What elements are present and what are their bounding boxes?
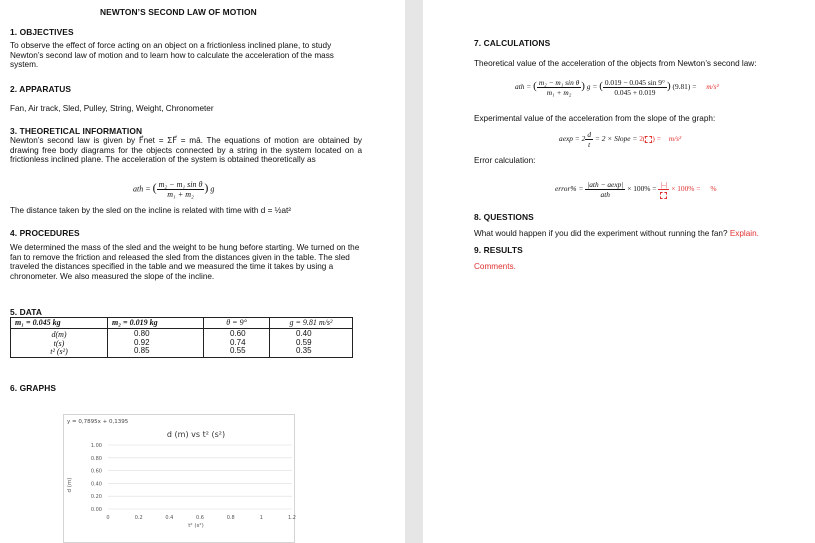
x-tick-label: 0.6 (196, 515, 204, 521)
table-cell: 0.74 (230, 337, 246, 347)
exp-denominator: t (588, 140, 591, 149)
y-tick-label: 0.80 (90, 455, 102, 462)
table-cell: 0.35 (296, 346, 312, 356)
distance-text: The distance taken by the sled on the incline is related with time with d = ½at² (10, 206, 292, 215)
table-cell: 0.80 (134, 329, 150, 338)
formula-denominator: m₁ + m₂ (167, 190, 194, 199)
y-tick-label: 0.20 (90, 494, 102, 501)
apparatus-text: Fan, Air track, Sled, Pulley, String, Weight, Chronometer (10, 104, 214, 113)
error-formula (555, 180, 717, 199)
table-cell: 0.55 (230, 346, 246, 356)
questions-text (474, 229, 759, 238)
data-column (270, 329, 353, 358)
param-cell: θ = 9° (204, 318, 270, 329)
graphs-heading: 6. GRAPHS (10, 383, 57, 393)
y-tick-label: 0.00 (90, 507, 102, 513)
row-label: t(s) (53, 338, 65, 348)
results-heading: 9. RESULTS (474, 245, 523, 255)
param-cell: g = 9.81 m/s² (270, 318, 353, 329)
data-column (204, 329, 270, 358)
experimental-formula (559, 130, 681, 149)
table-cell: 0.40 (296, 329, 312, 338)
err-tail: × 100% = (671, 184, 701, 194)
err-mid: × 100% = (627, 184, 657, 194)
table-row (11, 329, 353, 358)
th-g: g = (586, 82, 598, 92)
row-label: t² (s²) (50, 347, 68, 357)
x-tick-label: 0.4 (165, 515, 174, 521)
th-unit: m/s² (706, 82, 719, 92)
row-label: d(m) (51, 330, 67, 339)
y-tick-labels (91, 443, 102, 513)
x-tick-label: 0.2 (134, 515, 143, 521)
y-tick-label: 0.40 (90, 481, 102, 488)
param-cell: m₂ = 0.019 kg (108, 318, 204, 329)
data-table (10, 317, 353, 358)
exp-red-close: ) = (652, 134, 661, 144)
y-axis-label: d (m) (67, 477, 73, 493)
document-page-left (0, 0, 405, 543)
exp-numerator: d (587, 130, 592, 139)
calculations-heading: 7. CALCULATIONS (474, 38, 551, 48)
th-lhs: ath = (515, 82, 532, 92)
y-tick-label: 1.00 (90, 443, 102, 449)
data-heading: 5. DATA (10, 307, 43, 317)
th-value-numerator: 0.019 − 0.045 sin 9° (604, 78, 665, 87)
x-tick-label: 1.2 (288, 515, 296, 521)
row-labels-cell (11, 329, 108, 358)
formula-numerator: m₂ − m₁ sin θ (158, 180, 203, 189)
data-column (108, 329, 204, 358)
chart-area[interactable] (63, 414, 295, 543)
exp-lhs: aexp = 2 (559, 134, 586, 144)
exp-red: 2( (639, 134, 646, 144)
objectives-text: To observe the effect of force acting on an object on a frictionless inclined plane, to study Newton’s second law of motion and to learn how to calculate the acceleration of the mass system. (10, 41, 334, 70)
err-red-denominator-placeholder[interactable] (660, 192, 667, 199)
chart-svg (64, 415, 296, 543)
x-tick-label: 0 (106, 515, 110, 521)
th-value-denominator: 0.045 + 0.019 (614, 88, 656, 97)
x-axis-label: t² (s²) (188, 523, 204, 529)
explain-prompt: Explain. (729, 229, 759, 238)
x-tick-labels (106, 515, 296, 521)
document-title: NEWTON’S SECOND LAW OF MOTION (100, 7, 257, 17)
err-numerator: |ath − aexp| (587, 180, 624, 189)
question-line: What would happen if you did the experiment without running the fan? (474, 229, 728, 238)
trendline-label: y = 0,7895x + 0,1395 (67, 419, 129, 425)
err-red-numerator: |–| (658, 180, 669, 190)
procedures-text: We determined the mass of the sled and the weight to be hung before starting. We turned on the fan to remove the friction and released the sled from the distances given in the table. The sled traveled the distances specified in the table and we measured the time it takes by using a chronometer. We also measured the slope of the incline. (10, 243, 360, 281)
procedures-heading: 4. PROCEDURES (10, 228, 80, 238)
theory-heading: 3. THEORETICAL INFORMATION (10, 126, 143, 136)
experimental-text: Experimental value of the acceleration from the slope of the graph: (474, 114, 716, 123)
table-cell: 0.85 (134, 346, 150, 356)
table-cell: 0.92 (134, 337, 150, 347)
document-page-right (423, 0, 815, 543)
theoretical-text: Theoretical value of the acceleration of the objects from Newton’s second law: (474, 59, 757, 68)
error-text: Error calculation: (474, 156, 536, 165)
comments-prompt: Comments. (474, 262, 516, 271)
err-lhs: error% = (555, 184, 584, 194)
theory-text: Newton’s second law is given by F⃗net = ΣF⃗ = mā. The equations of motion are obtained by drawing free body diagrams for the objects connected by a string in the system located on a frictionless inclined plane. The acceleration of the system is obtained theoretically as (10, 136, 362, 165)
table-cell: 0.59 (296, 337, 312, 347)
theoretical-formula: ath = ( $\frac{\text{m₂ − m₁ sin θ}}{\text{m₁ + m₂}}$ ) g = ( $\frac{0.019 - 0.045 \sin 9^\circ}{0.045 + 0.019}$ ) (9.81) = m/s² (515, 78, 719, 97)
err-unit: % (710, 184, 717, 194)
chart-gridlines (108, 445, 292, 509)
err-denominator: ath (600, 190, 610, 199)
formula-lhs: ath = (133, 184, 151, 194)
formula-tail: g (210, 184, 215, 194)
x-tick-label: 0.8 (226, 515, 235, 521)
th-tail: (9.81) = (672, 82, 697, 92)
x-tick-label: 1 (259, 515, 263, 521)
exp-mid: = 2 × Slope = (594, 134, 638, 144)
apparatus-heading: 2. APPARATUS (10, 84, 72, 94)
param-cell: m₁ = 0.045 kg (11, 318, 108, 329)
theory-formula: ath = ( $\frac{\text{m₂ − m₁ sin θ}}{\text{m₁ + m₂}}$ ) g (133, 180, 215, 199)
exp-unit: m/s² (668, 134, 682, 144)
objectives-heading: 1. OBJECTIVES (10, 27, 74, 37)
chart-title: d (m) vs t² (s²) (166, 430, 226, 439)
th-numerator: m₂ − m₁ sin θ (538, 78, 580, 87)
table-row (11, 318, 353, 329)
questions-heading: 8. QUESTIONS (474, 212, 534, 222)
y-tick-label: 0.60 (90, 468, 102, 475)
th-denominator: m₁ + m₂ (546, 88, 572, 97)
table-cell: 0.60 (230, 329, 246, 338)
